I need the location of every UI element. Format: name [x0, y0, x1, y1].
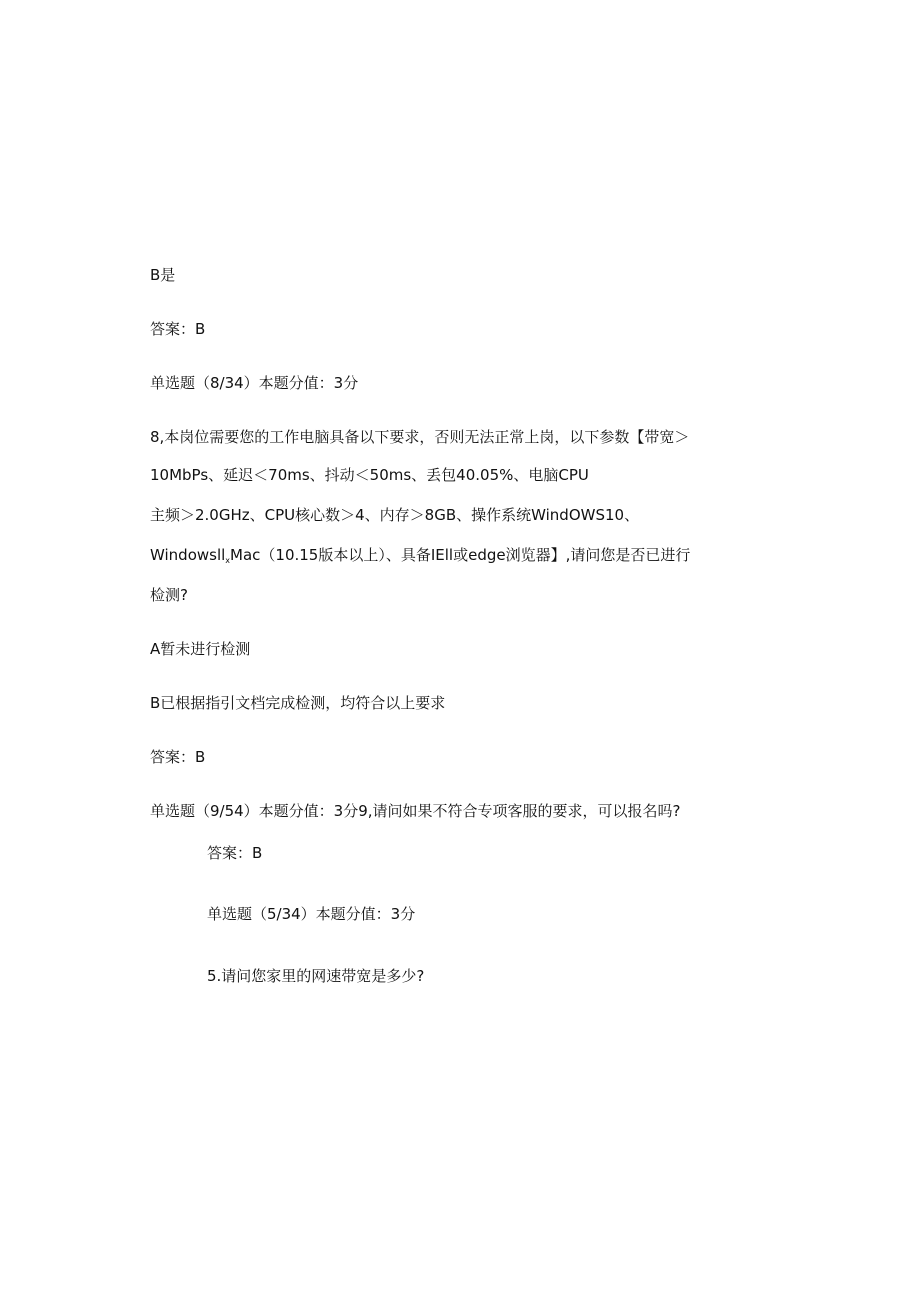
question-text-line-1: 8,本岗位需要您的工作电脑具备以下要求，否则无法正常上岗，以下参数【带宽＞	[150, 428, 690, 446]
answer-line: 答案：B	[150, 320, 206, 338]
question-header: 单选题（9/54）本题分值：3分9,请问如果不符合专项客服的要求，可以报名吗?	[150, 802, 681, 820]
question-text: 5.请问您家里的网速带宽是多少?	[207, 967, 425, 985]
question-text-line-2: 10MbPs、延迟＜70ms、抖动＜50ms、丢包40.05%、电脑CPU	[150, 466, 589, 484]
option-b: B是	[150, 266, 176, 284]
question-text-line-5: 检测?	[150, 586, 188, 604]
question-text-line-4-end: Mac（10.15版本以上）、具备IEll或edge浏览器】,请问您是否已进行	[230, 546, 691, 564]
answer-line: 答案：B	[207, 844, 263, 862]
option-b: B已根据指引文档完成检测，均符合以上要求	[150, 694, 446, 712]
option-a: A暂未进行检测	[150, 640, 251, 658]
subscript-mark: x	[225, 556, 231, 565]
question-text-line-4-start: Windowsll	[150, 546, 226, 564]
answer-line: 答案：B	[150, 748, 206, 766]
question-text-line-4	[150, 544, 690, 572]
question-header: 单选题（5/34）本题分值：3分	[207, 905, 416, 923]
question-text-line-3: 主频＞2.0GHz、CPU核心数＞4、内存＞8GB、操作系统WindOWS10、	[150, 506, 640, 524]
question-header: 单选题（8/34）本题分值：3分	[150, 374, 359, 392]
